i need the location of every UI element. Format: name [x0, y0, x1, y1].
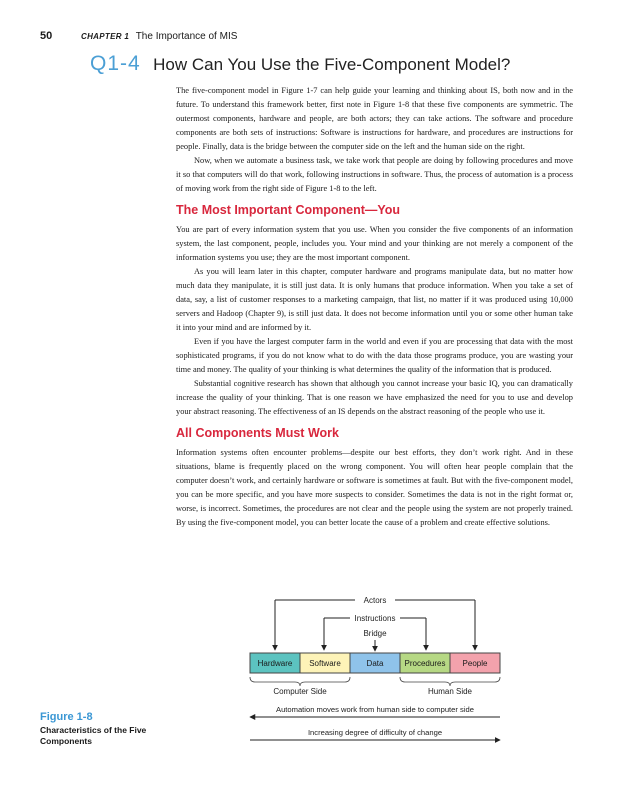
section-heading-you: The Most Important Component—You	[176, 203, 401, 217]
question-number: Q1-4	[90, 52, 141, 75]
difficulty-label: Increasing degree of difficulty of change	[307, 728, 443, 737]
question-heading	[90, 52, 590, 76]
component-label: Procedures	[404, 659, 446, 668]
chapter-label: CHAPTER 1	[81, 32, 130, 41]
component-procedures	[400, 653, 450, 673]
automation-label: Automation moves work from human side to computer side	[276, 705, 474, 714]
intro-paragraph: Now, when we automate a business task, we take work that people are doing by following procedures and move it so that computers will do that work, following instructions in software. Thus, the process of automation is a process of moving work from the right side of Figure 1-8 to the left.	[176, 156, 573, 193]
component-data	[350, 653, 400, 673]
component-hardware	[250, 653, 300, 673]
question-title: How Can You Use the Five-Component Model?	[153, 55, 511, 74]
human-side-brace	[400, 677, 500, 686]
body-paragraph: You are part of every information system that you use. When you consider the five components of an information system, the last component, people, includes you. Your mind and your thinking are not merely a component of the information systems you use; they are the most important component.	[176, 225, 573, 262]
component-label: Hardware	[257, 659, 293, 668]
bridge-label: Bridge	[363, 629, 387, 638]
body-paragraph: Even if you have the largest computer farm in the world and even if you are processing that data with the most sophisticated programs, if you do not know what to do with the data those programs produce, you are wasting your time and money. The quality of your thinking is what determines the quality of the information that is produced.	[176, 337, 573, 374]
component-label: People	[462, 659, 488, 668]
actors-label: Actors	[363, 596, 387, 605]
computer-side-brace	[250, 677, 350, 686]
component-people	[450, 653, 500, 673]
figure-description: Characteristics of the Five Components	[40, 725, 147, 746]
component-label: Software	[309, 659, 341, 668]
main-text	[176, 84, 573, 530]
instructions-label: Instructions	[354, 614, 396, 623]
five-component-diagram	[230, 590, 530, 750]
page-number: 50	[40, 30, 53, 42]
section-heading-components: All Components Must Work	[176, 426, 339, 440]
body-paragraph: As you will learn later in this chapter, computer hardware and programs manipulate data, but no matter how much data they manipulate, it is still just data. It is only humans that produce information. When you take a set of data, say, a list of customer responses to a marketing campaign, that list, no matter if it was produced using 10,000 servers and Hadoop (Chapter 9), is still just data. It does not become information until you or some other human take it into your mind and are informed by it.	[176, 267, 573, 332]
figure-label: Figure 1-8	[40, 711, 93, 723]
component-label: Data	[366, 659, 384, 668]
body-paragraph: Information systems often encounter problems—despite our best efforts, they don’t work right. And in these situations, blame is frequently placed on the wrong component. You will often hear people complain that the computer doesn’t work, and certainly hardware or software is sometimes at fault. But with the five-component model, you can be more specific, and you have more suspects to consider. Sometimes the data is not in the right format or, worse, is incorrect. Sometimes, the procedures are not clear and the people using the system are not properly trained. By using the five-component model, you can better locate the cause of a problem and create effective solutions.	[176, 448, 573, 527]
body-paragraph: Substantial cognitive research has shown that although you cannot increase your basic IQ, you can dramatically increase the quality of your thinking. That is one reason we have emphasized the need for you to use and develop your abstract reasoning. The effectiveness of an IS depends on the abstract reasoning of the people who use it.	[176, 379, 573, 416]
component-software	[300, 653, 350, 673]
running-header	[40, 30, 237, 42]
human-side-label: Human Side	[427, 687, 473, 696]
chapter-title: The Importance of MIS	[135, 31, 238, 42]
figure-caption	[40, 711, 165, 747]
intro-paragraph: The five-component model in Figure 1-7 can help guide your learning and thinking about IS, both now and in the future. To understand this framework better, first note in Figure 1-8 that these five components are symmetric. The outermost components, hardware and people, are both actors; they can take actions. The software and procedure components are both sets of instructions: Software is instructions for hardware, and procedures are instructions for people. Finally, data is the bridge between the computer side on the left and the human side on the right.	[176, 86, 573, 151]
computer-side-label: Computer Side	[273, 687, 327, 696]
